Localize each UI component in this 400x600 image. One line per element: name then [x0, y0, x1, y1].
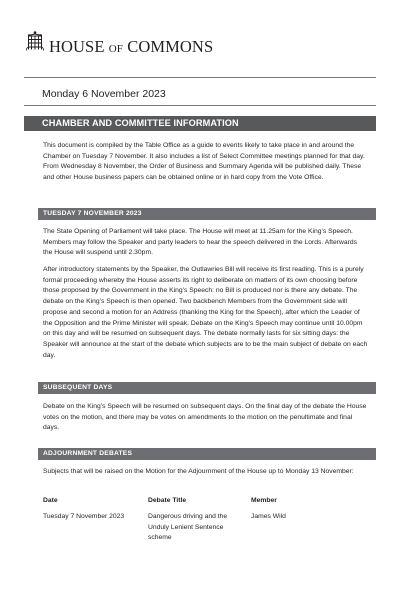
- divider: [24, 105, 376, 106]
- section-heading-adjournment: ADJOURNMENT DEBATES: [38, 448, 376, 460]
- cell-member: James Wild: [251, 513, 286, 520]
- main-heading: CHAMBER AND COMMITTEE INFORMATION: [24, 116, 376, 131]
- house-of-commons-logo: [26, 31, 213, 56]
- section-heading-subsequent-days: SUBSEQUENT DAYS: [38, 382, 376, 394]
- document-date: Monday 6 November 2023: [42, 88, 166, 100]
- logo-of: OF: [108, 42, 124, 55]
- logo-wordmark: [49, 36, 214, 57]
- divider: [24, 77, 376, 78]
- section-heading-tuesday: TUESDAY 7 NOVEMBER 2023: [38, 208, 376, 220]
- column-header-member: Member: [251, 497, 277, 504]
- adjournment-paragraph: Subjects that will be raised on the Motion for the Adjournment of the House up to Monday 13 November:: [43, 468, 354, 475]
- intro-paragraph: This document is compiled by the Table Office as a guide to events likely to take place in and around the Chamber on Tuesday 7 November. It also includes a list of Select Committee meetings planned for that day. From Wednesday 8 November, the Order of Business and Summary Agenda will be published daily. These and other House business papers can be obtained online or in hard copy from the Vote Office.: [43, 142, 365, 182]
- logo-commons: COMMONS: [127, 36, 214, 56]
- column-header-date: Date: [43, 497, 58, 504]
- logo-house: HOUSE: [49, 36, 105, 56]
- tuesday-paragraph-1: The State Opening of Parliament will take place. The House will meet at 11.25am for the King’s Speech. Members may follow the Speaker and party leaders to hear the speech delivered in the Lords. Afterwards the House will suspend until 2.30pm.: [43, 228, 358, 257]
- subsequent-days-paragraph: Debate on the King’s Speech will be resumed on subsequent days. On the final day of the debate the House votes on the motion, and there may be votes on amendments to the motion on the penultimate and final days.: [43, 403, 367, 432]
- portcullis-icon: [26, 31, 44, 56]
- column-header-debate-title: Debate Title: [148, 497, 187, 504]
- cell-date: Tuesday 7 November 2023: [43, 513, 125, 520]
- tuesday-paragraph-2: After introductory statements by the Speaker, the Outlawries Bill will receive its first reading. This is a purely formal proceeding whereby the House asserts its right to deliberate on matters of its own choosing before those proposed by the Government in the King’s Speech: no Bill is produced nor is there any debate. The debate on the King’s Speech is then opened. Two backbench Members from the Government side will propose and second a motion for an Address (thanking the King for the Speech), after which the Leader of the Opposition and the Prime Minister will speak. Debate on the King’s Speech may continue until 10.00pm on this day and will be resumed on subsequent days. The debate normally lasts for six sitting days: the Speaker will announce at the start of the debate which subjects are to be the main subject of debate on each day.: [43, 266, 368, 359]
- cell-debate-title: Dangerous driving and the Unduly Lenient Sentence scheme: [148, 513, 228, 542]
